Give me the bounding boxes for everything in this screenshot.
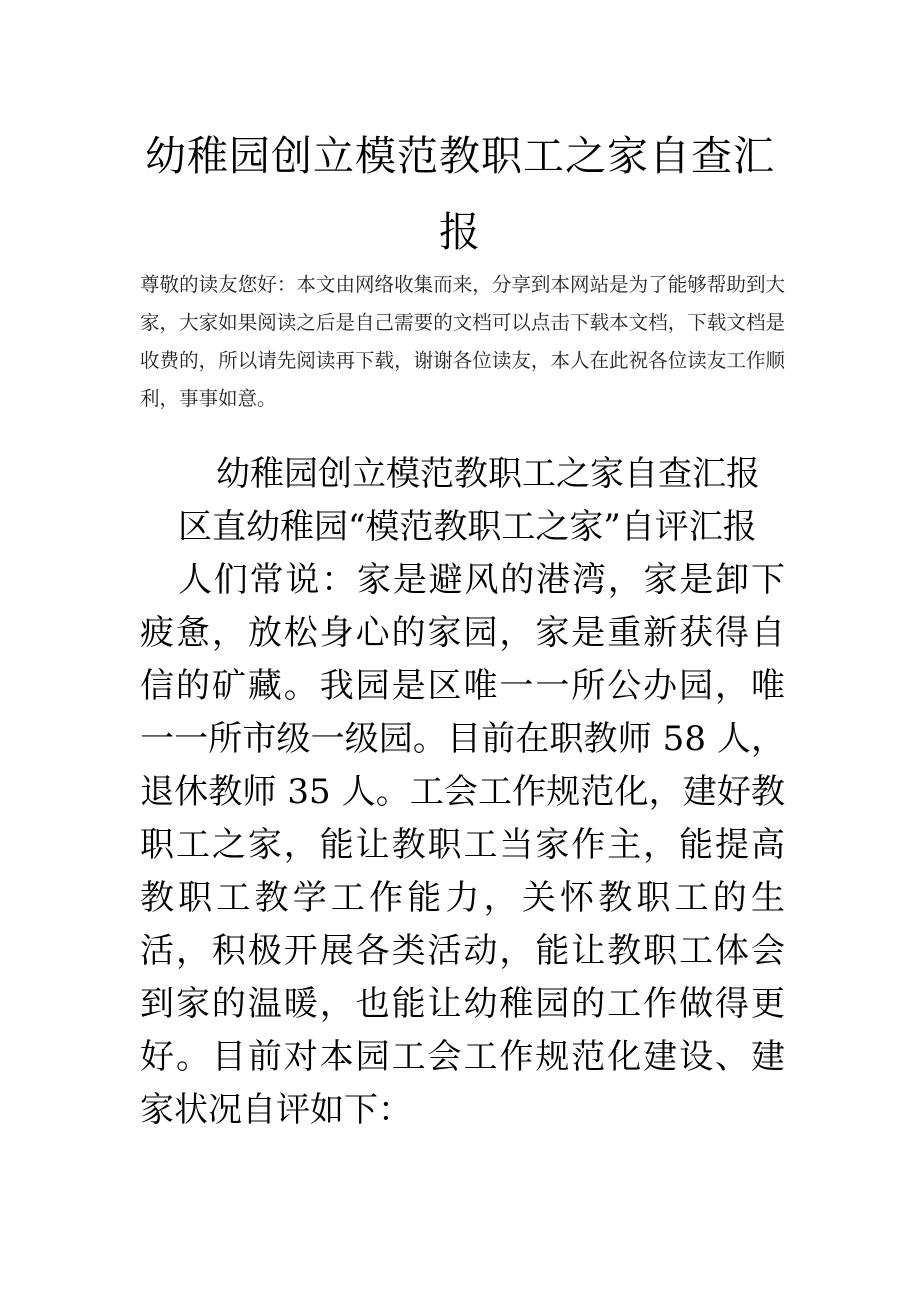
body-subheading: 区直幼稚园“模范教职工之家”自评汇报 [178,507,757,547]
reader-notice: 尊敬的读友您好：本文由网络收集而来，分享到本网站是为了能够帮助到大家，大家如果阅读之后是自己需要的文档可以点击下载本文档，下载文档是收费的，所以请先阅读再下载，谢谢各位读友，本人在此祝各位读友工作顺利，事事如意。 [140,273,785,410]
document-body [140,448,785,1137]
body-heading: 幼稚园创立模范教职工之家自查汇报 [216,454,760,494]
document-title: 幼稚园创立模范教职工之家自查汇报 [145,132,775,256]
body-paragraph: 人们常说：家是避风的港湾，家是卸下疲惫，放松身心的家园，家是重新获得自信的矿藏。我园是区唯一一所公办园，唯一一所市级一级园。目前在职教师 58 人，退休教师 35 人。工会工作规范化，建好教职工之家，能让教职工当家作主，能提高教职工教学工作能力，关怀教职工的生活，积极开展各类活动，能让教职工体会到家的温暖，也能让幼稚园的工作做得更好。目前对本园工会工作规范化建设、建家状况自评如下： [140,560,785,1130]
